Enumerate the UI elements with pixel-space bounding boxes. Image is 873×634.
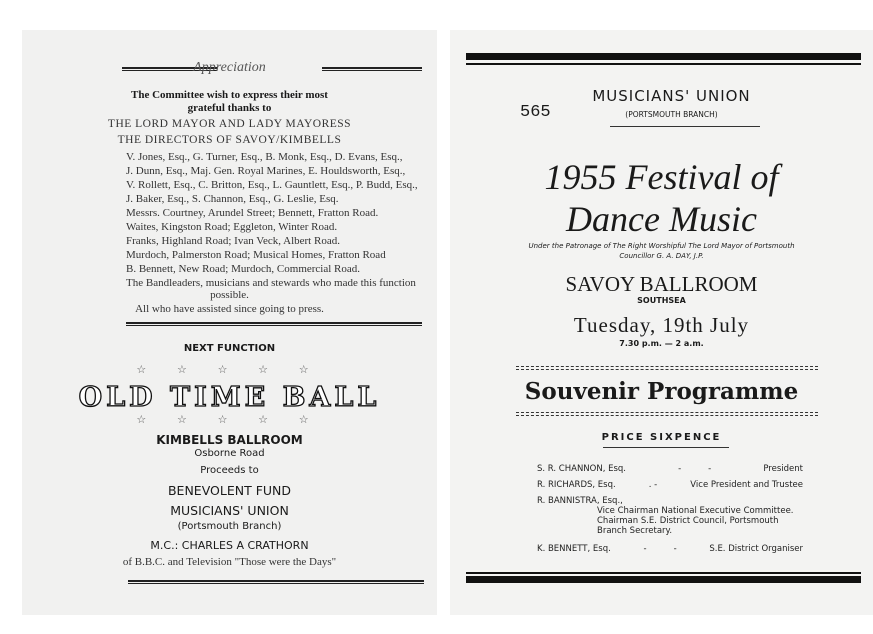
venue-road: Osborne Road — [194, 448, 265, 459]
divider — [126, 322, 422, 326]
top-border — [466, 63, 861, 65]
officer-name: R. RICHARDS, Esq. — [537, 480, 616, 490]
top-border — [466, 53, 861, 60]
next-function-label: NEXT FUNCTION — [183, 343, 276, 354]
title-line-2: Dance Music — [566, 199, 757, 239]
proceeds-label: Proceeds to — [200, 465, 259, 476]
divider — [322, 67, 422, 71]
officer-name: K. BENNETT, Esq. — [537, 544, 611, 554]
divider — [610, 126, 760, 127]
event-title: OLD TIME BALL — [78, 382, 381, 413]
event-time: 7.30 p.m. — 2 a.m. — [619, 339, 704, 348]
officer-role: Vice President and Trustee — [690, 480, 803, 490]
dignitary: THE LORD MAYOR AND LADY MAYORESS — [107, 118, 352, 130]
patronage: Under the Patronage of The Right Worshipful The Lord Mayor of Portsmouth — [528, 242, 795, 250]
right-page — [450, 30, 873, 615]
venue: KIMBELLS BALLROOM — [156, 433, 303, 447]
dashes: . - — [648, 480, 658, 490]
price: PRICE SIXPENCE — [601, 432, 722, 443]
officer-role: President — [763, 464, 803, 474]
location: SOUTHSEA — [637, 296, 686, 305]
left-page — [22, 30, 437, 615]
dashes: - - — [678, 464, 712, 474]
officer-row — [537, 544, 803, 560]
appreciation-heading: Appreciation — [193, 60, 266, 75]
programme-number: 565 — [520, 103, 551, 122]
dignitary: THE DIRECTORS OF SAVOY/KIMBELLS — [117, 134, 342, 146]
mc-credit: of B.B.C. and Television "Those were the Days" — [122, 556, 337, 568]
fund-name: BENEVOLENT FUND — [167, 483, 292, 498]
branch-name: (Portsmouth Branch) — [177, 521, 282, 532]
bottom-border — [466, 576, 861, 583]
mc-line: M.C.: CHARLES A CRATHORN — [150, 539, 309, 552]
dashes: - - — [643, 544, 677, 554]
thanks-line: B. Bennett, New Road; Murdoch, Commercial Road. — [126, 263, 361, 275]
thanks-line: Waites, Kingston Road; Eggleton, Winter Road. — [126, 221, 338, 233]
stars-decoration: ☆ ☆ ☆ ☆ ☆ — [136, 414, 323, 426]
officer-name: R. BANNISTRA, Esq., — [537, 496, 623, 506]
divider — [516, 412, 818, 416]
bottom-border — [466, 572, 861, 574]
thanks-line: V. Jones, Esq., G. Turner, Esq., B. Monk, Esq., D. Evans, Esq., — [126, 151, 403, 163]
thanks-line: Messrs. Courtney, Arundel Street; Bennett, Fratton Road. — [126, 207, 379, 219]
divider — [603, 447, 729, 448]
thanks-line: The Bandleaders, musicians and stewards who made this function — [126, 277, 416, 289]
thanks-line: J. Dunn, Esq., Maj. Gen. Royal Marines, E. Houldsworth, Esq., — [126, 165, 406, 177]
org-name: MUSICIANS' UNION — [592, 87, 751, 105]
officer-role: Chairman S.E. District Council, Portsmouth — [597, 516, 779, 526]
thanks-line: Murdoch, Palmerston Road; Musical Homes, Fratton Road — [126, 249, 386, 261]
venue: SAVOY BALLROOM — [565, 272, 758, 296]
thanks-line: possible. — [210, 289, 249, 301]
title-line-1: 1955 Festival of — [544, 157, 779, 197]
councillor: Councillor G. A. DAY, J.P. — [619, 252, 704, 260]
thanks-line: Franks, Highland Road; Ivan Veck, Albert Road. — [126, 235, 340, 247]
intro-line: The Committee wish to express their most — [131, 89, 328, 101]
officer-row — [537, 480, 803, 496]
officer-role: Branch Secretary. — [597, 526, 673, 536]
union-name: MUSICIANS' UNION — [170, 503, 289, 518]
thanks-line: V. Rollett, Esq., C. Britton, Esq., L. Gauntlett, Esq., P. Budd, Esq., — [126, 179, 418, 191]
press-note: All who have assisted since going to press. — [135, 303, 324, 315]
officer-role: Vice Chairman National Executive Committee. — [597, 506, 794, 516]
thanks-line: J. Baker, Esq., S. Channon, Esq., G. Leslie, Esq. — [126, 193, 339, 205]
org-branch: (PORTSMOUTH BRANCH) — [625, 110, 718, 119]
divider — [128, 580, 424, 584]
officer-row — [537, 464, 803, 480]
intro-line: grateful thanks to — [187, 102, 272, 114]
divider — [516, 366, 818, 370]
officer-name: S. R. CHANNON, Esq. — [537, 464, 627, 474]
stars-decoration: ☆ ☆ ☆ ☆ ☆ — [136, 364, 323, 376]
event-date: Tuesday, 19th July — [573, 313, 750, 337]
officer-role: S.E. District Organiser — [709, 544, 803, 554]
souvenir-title: Souvenir Programme — [524, 378, 799, 405]
officer-row — [537, 496, 803, 544]
